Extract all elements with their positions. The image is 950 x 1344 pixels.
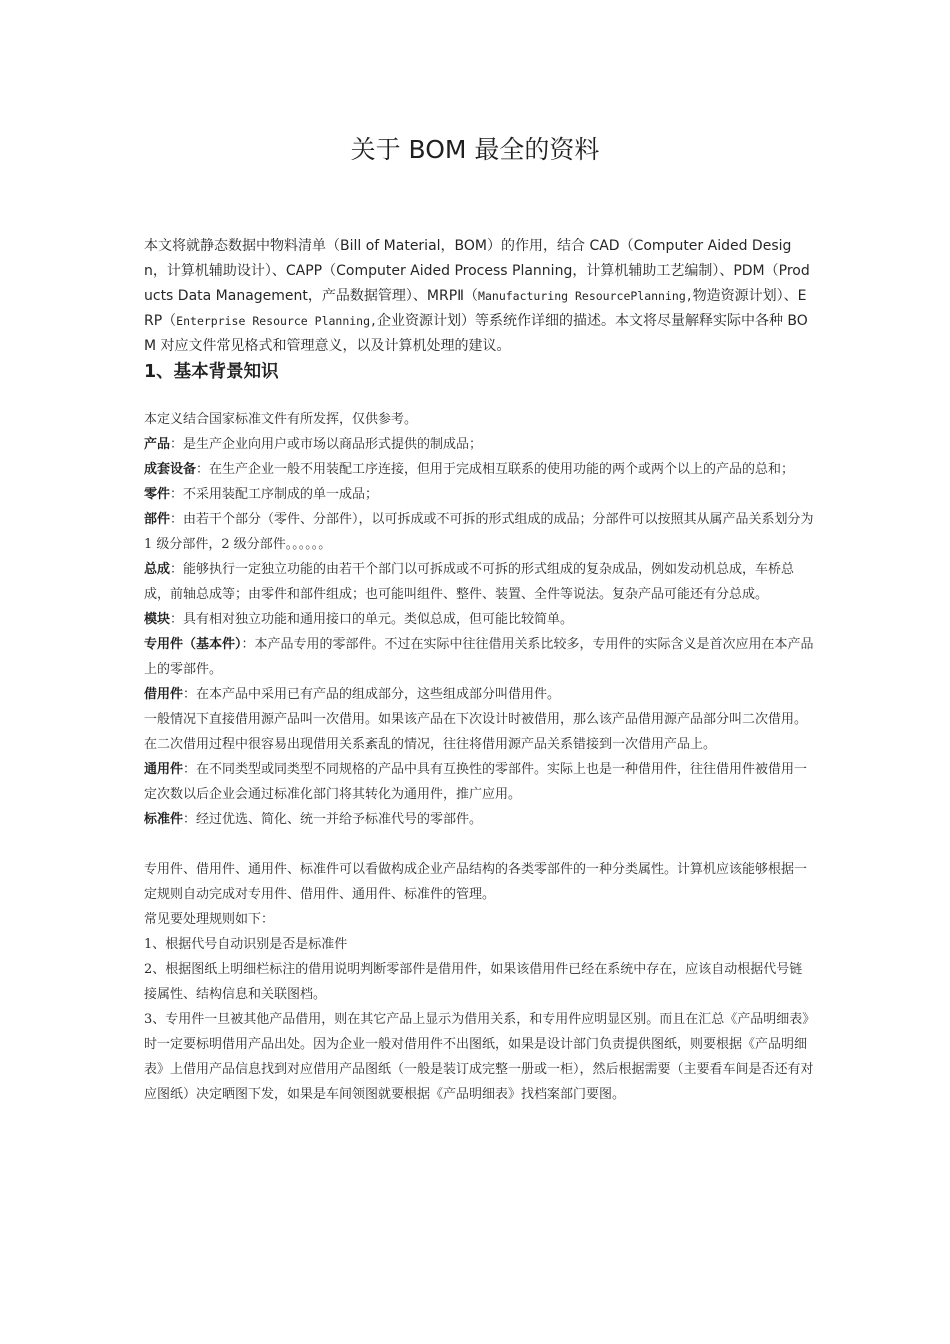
rule-item: 3、专用件一旦被其他产品借用，则在其它产品上显示为借用关系，和专用件应明显区别。而且在汇总《产品明细表》时一定要标明借用产品出处。因为企业一般对借用件不出图纸，如果是设计部门负责提供图纸，则要根据《产品明细表》上借用产品信息找到对应借用产品图纸（一般是装订成完整一册或一柜），然后根据需要（主要看车间是否还有对应图纸）决定晒图下发，如果是车间领图就要根据《产品明细表》找档案部门要图。: [144, 1012, 814, 1102]
definition-item: [144, 432, 814, 457]
definition-text: ：在不同类型或同类型不同规格的产品中具有互换性的零部件。实际上也是一种借用件，往往借用件被借用一定次数以后企业会通过标准化部门将其转化为通用件，推广应用。: [144, 762, 808, 802]
definition-text: ：在生产企业一般不用装配工序连接，但用于完成相互联系的使用功能的两个或两个以上的产品的总和；: [196, 462, 795, 477]
definition-item: [144, 507, 814, 557]
definition-text: ：不采用装配工序制成的单一成品；: [170, 487, 379, 502]
definition-term: 成套设备: [144, 462, 197, 477]
definition-term: 模块: [144, 612, 171, 627]
borrow-note: 一般情况下直接借用源产品叫一次借用。如果该产品在下次设计时被借用，那么该产品借用源产品部分叫二次借用。在二次借用过程中很容易出现借用关系紊乱的情况，往往将借用源产品关系错接到一次借用产品上。: [144, 712, 808, 752]
intro-text-1: 本文将就静态数据中物料清单（Bill of Material，BOM）的作用，结合 CAD（Computer Aided Design，计算机辅助设计）、CAPP（Computer Aided Process Planning，计算机辅助工艺编制）、PDM（Products Data Management，产品数据管理）、MRPⅡ（: [144, 238, 810, 304]
definition-item: [144, 757, 814, 807]
definition-term: 零件: [144, 487, 171, 502]
definition-item: [144, 482, 814, 507]
document-title: 关于 BOM 最全的资料: [350, 135, 600, 164]
body-text: [144, 407, 814, 1107]
intro-mono-2: Enterprise Resource Planning,: [176, 314, 377, 328]
definition-text: ：具有相对独立功能和通用接口的单元。类似总成，但可能比较简单。: [170, 612, 574, 627]
definition-item: [144, 607, 814, 632]
definition-text: ：本产品专用的零部件。不过在实际中往往借用关系比较多，专用件的实际含义是首次应用在本产品上的零部件。: [144, 637, 814, 677]
definition-text: ：在本产品中采用已有产品的组成部分，这些组成部分叫借用件。: [183, 687, 561, 702]
definition-term: 标准件: [144, 812, 184, 827]
intro-text-3: 企业资源计划）等系统作详细的描述。本文将尽量解释实际中各种 BOM 对应文件常见格式和管理意义，以及计算机处理的建议。: [144, 313, 808, 354]
definition-item: [144, 807, 814, 832]
intro-text-2: 物造资源计划）、ERP（: [144, 288, 807, 329]
definition-item: [144, 457, 814, 482]
definition-text: ：经过优选、简化、统一并给予标准代号的零部件。: [183, 812, 483, 827]
definition-item: [144, 557, 814, 607]
definition-text: ：由若干个部分（零件、分部件），以可拆成或不可拆的形式组成的成品；分部件可以按照其从属产品关系划分为 1 级分部件，2 级分部件。。。。。。: [144, 512, 814, 552]
definition-term: 专用件（基本件）: [144, 637, 242, 652]
preface-line: 本定义结合国家标准文件有所发挥，仅供参考。: [144, 412, 418, 427]
definition-text: ：能够执行一定独立功能的由若干个部门以可拆成或不可拆的形式组成的复杂成品，例如发动机总成，车桥总成，前轴总成等；由零件和部件组成；也可能叫组件、整件、装置、全件等说法。复杂产品可能还有分总成。: [144, 562, 795, 602]
rule-item: 1、根据代号自动识别是否是标准件: [144, 937, 348, 952]
summary-paragraph: 专用件、借用件、通用件、标准件可以看做构成企业产品结构的各类零部件的一种分类属性。计算机应该能够根据一定规则自动完成对专用件、借用件、通用件、标准件的管理。: [144, 862, 808, 902]
intro-mono-1: Manufacturing ResourcePlanning,: [478, 289, 693, 303]
definition-item: [144, 632, 814, 682]
definition-term: 部件: [144, 512, 171, 527]
definition-text: ：是生产企业向用户或市场以商品形式提供的制成品；: [170, 437, 483, 452]
paragraph-gap: [144, 832, 814, 857]
rule-item: 2、根据图纸上明细栏标注的借用说明判断零部件是借用件，如果该借用件已经在系统中存在，应该自动根据代号链接属性、结构信息和关联图档。: [144, 962, 803, 1002]
definition-item: [144, 682, 814, 707]
definition-term: 通用件: [144, 762, 184, 777]
rules-intro: 常见要处理规则如下：: [144, 912, 275, 927]
definition-term: 总成: [144, 562, 171, 577]
intro-paragraph: [144, 234, 812, 359]
section-heading: 1、基本背景知识: [144, 362, 279, 382]
definition-term: 借用件: [144, 687, 184, 702]
definition-term: 产品: [144, 437, 171, 452]
